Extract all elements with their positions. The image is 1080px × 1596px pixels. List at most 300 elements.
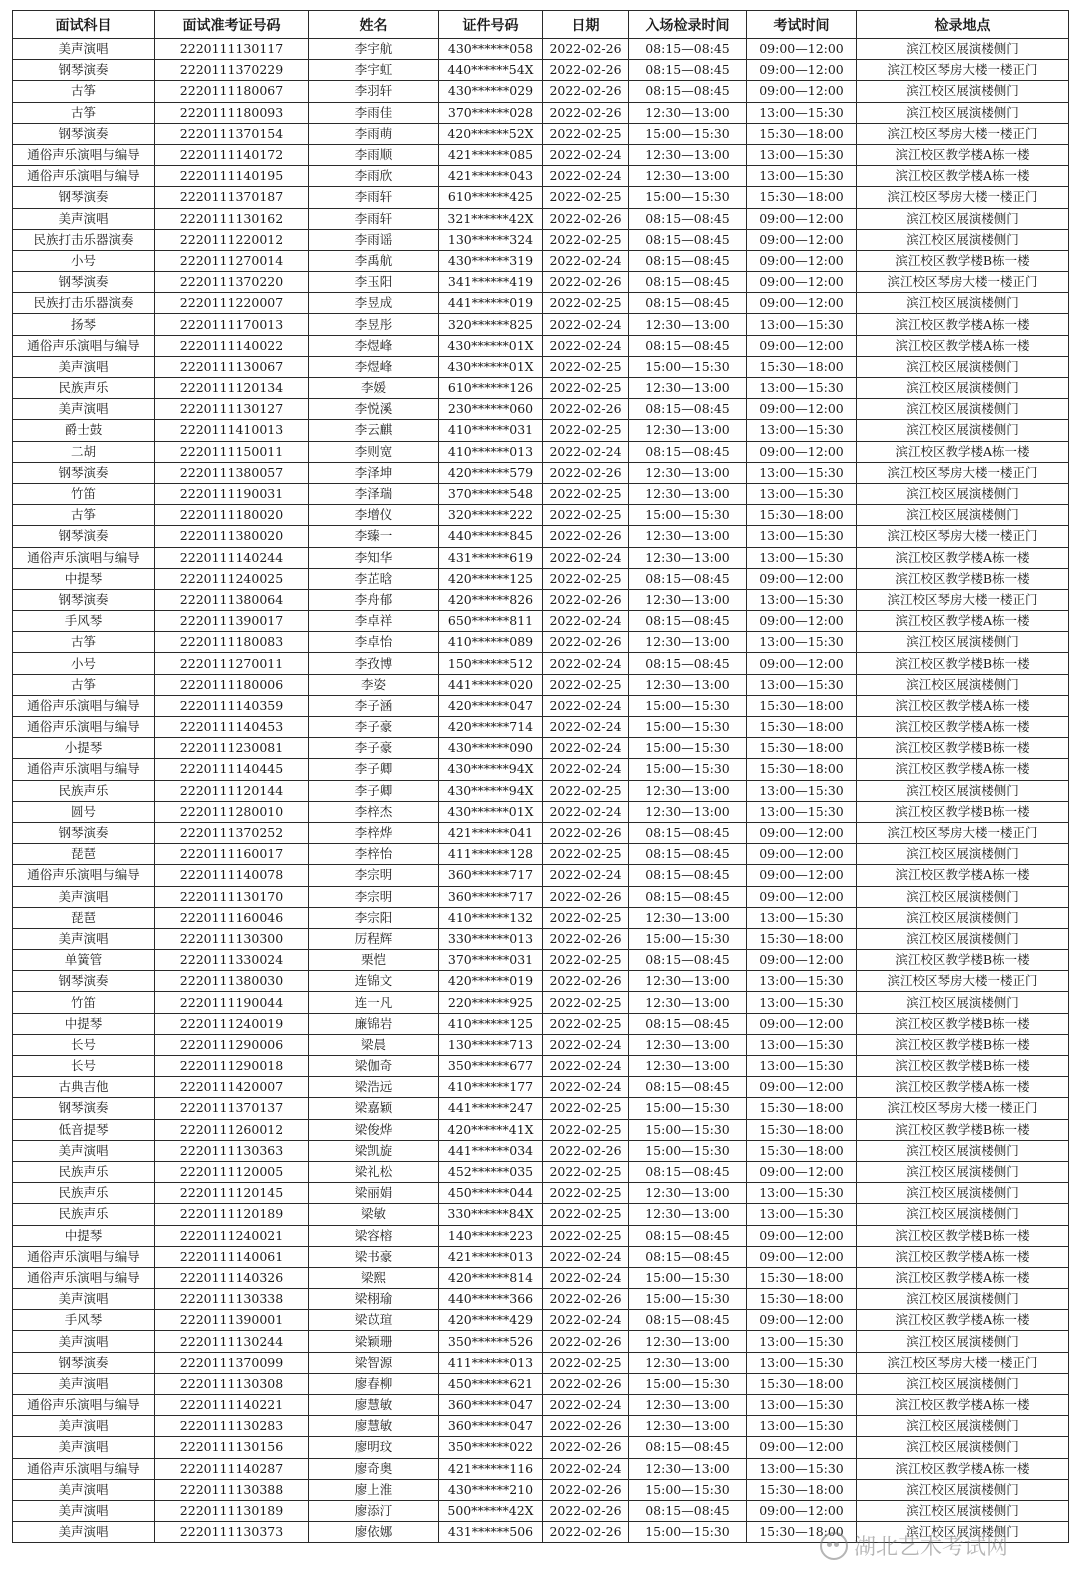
table-row (13, 1479, 1069, 1500)
cell-ticket-number: 2220111130156 (155, 1437, 309, 1458)
cell-subject: 通俗声乐演唱与编导 (13, 759, 155, 780)
cell-checkin-location: 滨江校区展演楼侧门 (857, 1500, 1069, 1521)
cell-id-number: 410******132 (439, 907, 543, 928)
cell-checkin-time: 08:15—08:45 (629, 886, 747, 907)
cell-date: 2022-02-26 (543, 208, 629, 229)
table-row (13, 335, 1069, 356)
cell-date: 2022-02-25 (543, 229, 629, 250)
cell-id-number: 430******319 (439, 250, 543, 271)
cell-id-number: 360******717 (439, 865, 543, 886)
cell-id-number: 430******01X (439, 356, 543, 377)
cell-subject: 钢琴演奏 (13, 971, 155, 992)
cell-name: 李煜峰 (309, 356, 439, 377)
cell-checkin-location: 滨江校区琴房大楼一楼正门 (857, 971, 1069, 992)
cell-id-number: 420******41X (439, 1119, 543, 1140)
cell-id-number: 360******047 (439, 1395, 543, 1416)
table-row (13, 1522, 1069, 1543)
cell-subject: 长号 (13, 1034, 155, 1055)
cell-ticket-number: 2220111330024 (155, 950, 309, 971)
cell-exam-time: 15:30—18:00 (747, 1522, 857, 1543)
cell-ticket-number: 2220111380020 (155, 526, 309, 547)
cell-exam-time: 09:00—12:00 (747, 1225, 857, 1246)
cell-name: 梁智源 (309, 1352, 439, 1373)
cell-name: 李子卿 (309, 759, 439, 780)
cell-subject: 美声演唱 (13, 928, 155, 949)
cell-checkin-location: 滨江校区展演楼侧门 (857, 674, 1069, 695)
cell-id-number: 150******512 (439, 653, 543, 674)
table-row (13, 822, 1069, 843)
cell-ticket-number: 2220111380064 (155, 589, 309, 610)
cell-name: 李梓烨 (309, 822, 439, 843)
cell-subject: 钢琴演奏 (13, 1098, 155, 1119)
cell-ticket-number: 2220111120189 (155, 1204, 309, 1225)
cell-checkin-time: 08:15—08:45 (629, 1013, 747, 1034)
cell-checkin-location: 滨江校区展演楼侧门 (857, 632, 1069, 653)
col-header-subject: 面试科目 (13, 11, 155, 39)
cell-checkin-time: 12:30—13:00 (629, 1458, 747, 1479)
cell-checkin-time: 12:30—13:00 (629, 674, 747, 695)
cell-name: 李子卿 (309, 780, 439, 801)
cell-subject: 美声演唱 (13, 1500, 155, 1521)
cell-checkin-location: 滨江校区展演楼侧门 (857, 1437, 1069, 1458)
cell-ticket-number: 2220111130162 (155, 208, 309, 229)
cell-ticket-number: 2220111370099 (155, 1352, 309, 1373)
cell-subject: 单簧管 (13, 950, 155, 971)
cell-name: 李媛 (309, 378, 439, 399)
cell-subject: 美声演唱 (13, 1522, 155, 1543)
cell-checkin-time: 15:00—15:30 (629, 1479, 747, 1500)
cell-ticket-number: 2220111130338 (155, 1289, 309, 1310)
cell-ticket-number: 2220111370220 (155, 272, 309, 293)
cell-id-number: 420******579 (439, 462, 543, 483)
table-row (13, 314, 1069, 335)
table-row (13, 1225, 1069, 1246)
cell-date: 2022-02-26 (543, 1373, 629, 1394)
cell-ticket-number: 2220111370229 (155, 60, 309, 81)
cell-name: 李梓杰 (309, 801, 439, 822)
cell-ticket-number: 2220111220007 (155, 293, 309, 314)
cell-checkin-time: 08:15—08:45 (629, 250, 747, 271)
cell-ticket-number: 2220111370137 (155, 1098, 309, 1119)
table-row (13, 653, 1069, 674)
cell-id-number: 430******210 (439, 1479, 543, 1500)
cell-date: 2022-02-24 (543, 314, 629, 335)
cell-id-number: 420******019 (439, 971, 543, 992)
cell-checkin-time: 15:00—15:30 (629, 356, 747, 377)
cell-exam-time: 09:00—12:00 (747, 1161, 857, 1182)
cell-exam-time: 15:30—18:00 (747, 1119, 857, 1140)
cell-ticket-number: 2220111260012 (155, 1119, 309, 1140)
cell-date: 2022-02-25 (543, 1204, 629, 1225)
cell-id-number: 452******035 (439, 1161, 543, 1182)
cell-checkin-time: 12:30—13:00 (629, 780, 747, 801)
cell-checkin-location: 滨江校区琴房大楼一楼正门 (857, 822, 1069, 843)
cell-checkin-time: 12:30—13:00 (629, 632, 747, 653)
cell-subject: 美声演唱 (13, 39, 155, 60)
cell-exam-time: 09:00—12:00 (747, 1013, 857, 1034)
cell-exam-time: 09:00—12:00 (747, 950, 857, 971)
cell-date: 2022-02-24 (543, 1267, 629, 1288)
cell-checkin-location: 滨江校区教学楼B栋一楼 (857, 1119, 1069, 1140)
cell-ticket-number: 2220111140195 (155, 166, 309, 187)
cell-checkin-time: 08:15—08:45 (629, 229, 747, 250)
cell-subject: 通俗声乐演唱与编导 (13, 335, 155, 356)
cell-checkin-location: 滨江校区展演楼侧门 (857, 39, 1069, 60)
cell-checkin-location: 滨江校区展演楼侧门 (857, 928, 1069, 949)
cell-date: 2022-02-25 (543, 356, 629, 377)
cell-subject: 通俗声乐演唱与编导 (13, 1458, 155, 1479)
cell-subject: 小号 (13, 250, 155, 271)
table-row (13, 1458, 1069, 1479)
cell-subject: 钢琴演奏 (13, 462, 155, 483)
cell-id-number: 140******223 (439, 1225, 543, 1246)
cell-id-number: 410******031 (439, 420, 543, 441)
cell-id-number: 430******090 (439, 738, 543, 759)
cell-exam-time: 09:00—12:00 (747, 335, 857, 356)
cell-checkin-time: 12:30—13:00 (629, 144, 747, 165)
cell-date: 2022-02-24 (543, 1246, 629, 1267)
cell-ticket-number: 2220111180006 (155, 674, 309, 695)
cell-checkin-location: 滨江校区展演楼侧门 (857, 907, 1069, 928)
cell-ticket-number: 2220111190031 (155, 483, 309, 504)
cell-checkin-location: 滨江校区教学楼B栋一楼 (857, 1013, 1069, 1034)
cell-subject: 通俗声乐演唱与编导 (13, 695, 155, 716)
cell-ticket-number: 2220111230081 (155, 738, 309, 759)
cell-subject: 琵琶 (13, 844, 155, 865)
cell-ticket-number: 2220111220012 (155, 229, 309, 250)
table-row (13, 229, 1069, 250)
cell-id-number: 411******013 (439, 1352, 543, 1373)
table-row (13, 293, 1069, 314)
cell-id-number: 130******324 (439, 229, 543, 250)
cell-date: 2022-02-24 (543, 166, 629, 187)
cell-checkin-time: 15:00—15:30 (629, 928, 747, 949)
cell-ticket-number: 2220111140445 (155, 759, 309, 780)
cell-name: 李煜峰 (309, 335, 439, 356)
cell-exam-time: 13:00—15:30 (747, 1183, 857, 1204)
cell-exam-time: 13:00—15:30 (747, 992, 857, 1013)
cell-date: 2022-02-24 (543, 1458, 629, 1479)
cell-ticket-number: 2220111130244 (155, 1331, 309, 1352)
table-row (13, 1204, 1069, 1225)
cell-id-number: 610******126 (439, 378, 543, 399)
cell-ticket-number: 2220111370154 (155, 123, 309, 144)
cell-checkin-location: 滨江校区教学楼B栋一楼 (857, 1225, 1069, 1246)
cell-checkin-time: 08:15—08:45 (629, 844, 747, 865)
cell-checkin-time: 08:15—08:45 (629, 399, 747, 420)
table-row (13, 632, 1069, 653)
table-row (13, 1352, 1069, 1373)
cell-subject: 美声演唱 (13, 1437, 155, 1458)
cell-exam-time: 15:30—18:00 (747, 738, 857, 759)
table-row (13, 356, 1069, 377)
cell-checkin-time: 08:15—08:45 (629, 1246, 747, 1267)
cell-subject: 民族声乐 (13, 378, 155, 399)
cell-checkin-location: 滨江校区教学楼B栋一楼 (857, 1034, 1069, 1055)
cell-name: 李泽坤 (309, 462, 439, 483)
cell-checkin-time: 15:00—15:30 (629, 1140, 747, 1161)
cell-name: 李雨欣 (309, 166, 439, 187)
table-row (13, 568, 1069, 589)
cell-date: 2022-02-25 (543, 1183, 629, 1204)
cell-checkin-time: 08:15—08:45 (629, 611, 747, 632)
cell-ticket-number: 2220111290006 (155, 1034, 309, 1055)
cell-subject: 古典吉他 (13, 1077, 155, 1098)
cell-name: 梁栩瑜 (309, 1289, 439, 1310)
cell-date: 2022-02-26 (543, 822, 629, 843)
cell-checkin-time: 08:15—08:45 (629, 81, 747, 102)
cell-exam-time: 09:00—12:00 (747, 81, 857, 102)
cell-checkin-time: 12:30—13:00 (629, 801, 747, 822)
cell-id-number: 420******52X (439, 123, 543, 144)
cell-id-number: 441******019 (439, 293, 543, 314)
cell-checkin-time: 08:15—08:45 (629, 208, 747, 229)
cell-checkin-time: 08:15—08:45 (629, 1161, 747, 1182)
cell-name: 梁浩远 (309, 1077, 439, 1098)
cell-subject: 美声演唱 (13, 1140, 155, 1161)
table-row (13, 1140, 1069, 1161)
table-row (13, 844, 1069, 865)
cell-date: 2022-02-26 (543, 1416, 629, 1437)
cell-exam-time: 15:30—18:00 (747, 1267, 857, 1288)
cell-date: 2022-02-24 (543, 1395, 629, 1416)
table-row (13, 102, 1069, 123)
cell-subject: 民族声乐 (13, 780, 155, 801)
cell-ticket-number: 2220111240025 (155, 568, 309, 589)
cell-checkin-location: 滨江校区教学楼B栋一楼 (857, 568, 1069, 589)
cell-exam-time: 15:30—18:00 (747, 695, 857, 716)
table-row (13, 1119, 1069, 1140)
cell-subject: 长号 (13, 1056, 155, 1077)
cell-checkin-time: 12:30—13:00 (629, 1183, 747, 1204)
col-header-checkin-time: 入场检录时间 (629, 11, 747, 39)
cell-exam-time: 13:00—15:30 (747, 1331, 857, 1352)
col-header-name: 姓名 (309, 11, 439, 39)
cell-subject: 民族打击乐器演奏 (13, 229, 155, 250)
cell-id-number: 350******022 (439, 1437, 543, 1458)
cell-name: 李宗阳 (309, 907, 439, 928)
cell-checkin-time: 12:30—13:00 (629, 589, 747, 610)
cell-checkin-time: 08:15—08:45 (629, 335, 747, 356)
cell-date: 2022-02-26 (543, 81, 629, 102)
cell-checkin-location: 滨江校区教学楼A栋一楼 (857, 695, 1069, 716)
cell-ticket-number: 2220111380030 (155, 971, 309, 992)
table-row (13, 166, 1069, 187)
cell-checkin-time: 15:00—15:30 (629, 1267, 747, 1288)
cell-checkin-time: 15:00—15:30 (629, 1289, 747, 1310)
cell-checkin-time: 08:15—08:45 (629, 1500, 747, 1521)
cell-date: 2022-02-24 (543, 441, 629, 462)
cell-subject: 美声演唱 (13, 886, 155, 907)
cell-exam-time: 13:00—15:30 (747, 102, 857, 123)
cell-checkin-location: 滨江校区教学楼B栋一楼 (857, 950, 1069, 971)
table-row (13, 526, 1069, 547)
table-row (13, 399, 1069, 420)
cell-id-number: 330******84X (439, 1204, 543, 1225)
cell-ticket-number: 2220111130308 (155, 1373, 309, 1394)
cell-subject: 中提琴 (13, 1013, 155, 1034)
cell-exam-time: 13:00—15:30 (747, 780, 857, 801)
cell-id-number: 450******044 (439, 1183, 543, 1204)
cell-id-number: 230******060 (439, 399, 543, 420)
cell-id-number: 421******043 (439, 166, 543, 187)
cell-exam-time: 13:00—15:30 (747, 144, 857, 165)
table-row (13, 759, 1069, 780)
cell-ticket-number: 2220111120144 (155, 780, 309, 801)
cell-subject: 小提琴 (13, 738, 155, 759)
table-row (13, 1289, 1069, 1310)
cell-name: 李昱彤 (309, 314, 439, 335)
table-row (13, 717, 1069, 738)
cell-id-number: 440******845 (439, 526, 543, 547)
cell-subject: 美声演唱 (13, 1373, 155, 1394)
cell-checkin-time: 15:00—15:30 (629, 1373, 747, 1394)
cell-id-number: 341******419 (439, 272, 543, 293)
cell-name: 李宗明 (309, 886, 439, 907)
cell-name: 李子豪 (309, 717, 439, 738)
cell-date: 2022-02-25 (543, 123, 629, 144)
cell-checkin-location: 滨江校区展演楼侧门 (857, 208, 1069, 229)
watermark-text: 湖北艺术考试网 (854, 1535, 1009, 1560)
cell-date: 2022-02-25 (543, 293, 629, 314)
cell-checkin-location: 滨江校区展演楼侧门 (857, 399, 1069, 420)
cell-date: 2022-02-24 (543, 335, 629, 356)
table-row (13, 123, 1069, 144)
cell-name: 梁颖珊 (309, 1331, 439, 1352)
cell-subject: 钢琴演奏 (13, 187, 155, 208)
cell-id-number: 440******54X (439, 60, 543, 81)
table-row (13, 505, 1069, 526)
cell-subject: 爵士鼓 (13, 420, 155, 441)
cell-exam-time: 09:00—12:00 (747, 250, 857, 271)
cell-name: 李禹航 (309, 250, 439, 271)
cell-name: 梁容榕 (309, 1225, 439, 1246)
cell-id-number: 320******825 (439, 314, 543, 335)
cell-checkin-time: 12:30—13:00 (629, 166, 747, 187)
cell-id-number: 430******01X (439, 335, 543, 356)
cell-id-number: 220******925 (439, 992, 543, 1013)
cell-checkin-location: 滨江校区展演楼侧门 (857, 505, 1069, 526)
table-row (13, 272, 1069, 293)
cell-exam-time: 09:00—12:00 (747, 272, 857, 293)
cell-ticket-number: 2220111120134 (155, 378, 309, 399)
cell-exam-time: 13:00—15:30 (747, 547, 857, 568)
cell-ticket-number: 2220111140287 (155, 1458, 309, 1479)
cell-exam-time: 09:00—12:00 (747, 1310, 857, 1331)
cell-id-number: 350******526 (439, 1331, 543, 1352)
cell-id-number: 411******128 (439, 844, 543, 865)
cell-exam-time: 15:30—18:00 (747, 759, 857, 780)
cell-exam-time: 13:00—15:30 (747, 971, 857, 992)
cell-date: 2022-02-26 (543, 1479, 629, 1500)
cell-name: 李雨佳 (309, 102, 439, 123)
cell-checkin-location: 滨江校区教学楼A栋一楼 (857, 144, 1069, 165)
cell-checkin-time: 12:30—13:00 (629, 1204, 747, 1225)
cell-id-number: 500******42X (439, 1500, 543, 1521)
cell-ticket-number: 2220111420007 (155, 1077, 309, 1098)
cell-exam-time: 09:00—12:00 (747, 208, 857, 229)
cell-name: 廖添汀 (309, 1500, 439, 1521)
cell-exam-time: 13:00—15:30 (747, 1056, 857, 1077)
cell-id-number: 421******013 (439, 1246, 543, 1267)
cell-name: 栗恺 (309, 950, 439, 971)
cell-name: 李悦溪 (309, 399, 439, 420)
table-row (13, 674, 1069, 695)
cell-checkin-location: 滨江校区琴房大楼一楼正门 (857, 187, 1069, 208)
cell-checkin-location: 滨江校区琴房大楼一楼正门 (857, 1098, 1069, 1119)
cell-ticket-number: 2220111130170 (155, 886, 309, 907)
cell-checkin-time: 08:15—08:45 (629, 568, 747, 589)
cell-checkin-location: 滨江校区展演楼侧门 (857, 102, 1069, 123)
cell-date: 2022-02-26 (543, 928, 629, 949)
cell-id-number: 360******047 (439, 1416, 543, 1437)
cell-id-number: 420******814 (439, 1267, 543, 1288)
cell-subject: 美声演唱 (13, 208, 155, 229)
table-row (13, 1098, 1069, 1119)
cell-id-number: 430******058 (439, 39, 543, 60)
cell-date: 2022-02-25 (543, 992, 629, 1013)
cell-ticket-number: 2220111140022 (155, 335, 309, 356)
cell-name: 李姿 (309, 674, 439, 695)
cell-name: 连锦文 (309, 971, 439, 992)
cell-id-number: 410******013 (439, 441, 543, 462)
cell-subject: 圆号 (13, 801, 155, 822)
col-header-ticket-number: 面试准考证号码 (155, 11, 309, 39)
cell-exam-time: 15:30—18:00 (747, 505, 857, 526)
table-row (13, 971, 1069, 992)
cell-checkin-location: 滨江校区展演楼侧门 (857, 1331, 1069, 1352)
cell-ticket-number: 2220111120005 (155, 1161, 309, 1182)
cell-id-number: 430******94X (439, 780, 543, 801)
cell-ticket-number: 2220111170013 (155, 314, 309, 335)
cell-date: 2022-02-24 (543, 1077, 629, 1098)
cell-exam-time: 13:00—15:30 (747, 1204, 857, 1225)
cell-id-number: 410******089 (439, 632, 543, 653)
cell-id-number: 420******047 (439, 695, 543, 716)
cell-date: 2022-02-25 (543, 1352, 629, 1373)
cell-checkin-location: 滨江校区琴房大楼一楼正门 (857, 462, 1069, 483)
cell-name: 梁晨 (309, 1034, 439, 1055)
cell-date: 2022-02-24 (543, 717, 629, 738)
cell-exam-time: 15:30—18:00 (747, 717, 857, 738)
cell-ticket-number: 2220111270014 (155, 250, 309, 271)
table-row (13, 992, 1069, 1013)
cell-subject: 民族声乐 (13, 1161, 155, 1182)
cell-id-number: 440******366 (439, 1289, 543, 1310)
cell-ticket-number: 2220111180020 (155, 505, 309, 526)
cell-checkin-location: 滨江校区教学楼B栋一楼 (857, 250, 1069, 271)
table-row (13, 1013, 1069, 1034)
table-row (13, 441, 1069, 462)
cell-checkin-location: 滨江校区教学楼A栋一楼 (857, 1310, 1069, 1331)
cell-id-number: 441******020 (439, 674, 543, 695)
cell-date: 2022-02-26 (543, 1331, 629, 1352)
cell-exam-time: 13:00—15:30 (747, 314, 857, 335)
cell-checkin-location: 滨江校区教学楼A栋一楼 (857, 335, 1069, 356)
cell-date: 2022-02-25 (543, 483, 629, 504)
cell-ticket-number: 2220111140359 (155, 695, 309, 716)
cell-exam-time: 09:00—12:00 (747, 1077, 857, 1098)
cell-checkin-location: 滨江校区教学楼B栋一楼 (857, 1056, 1069, 1077)
cell-subject: 通俗声乐演唱与编导 (13, 717, 155, 738)
table-row (13, 1500, 1069, 1521)
cell-id-number: 430******029 (439, 81, 543, 102)
cell-name: 李则宽 (309, 441, 439, 462)
table-row (13, 1416, 1069, 1437)
cell-checkin-location: 滨江校区展演楼侧门 (857, 1161, 1069, 1182)
cell-ticket-number: 2220111410013 (155, 420, 309, 441)
cell-checkin-location: 滨江校区展演楼侧门 (857, 1204, 1069, 1225)
